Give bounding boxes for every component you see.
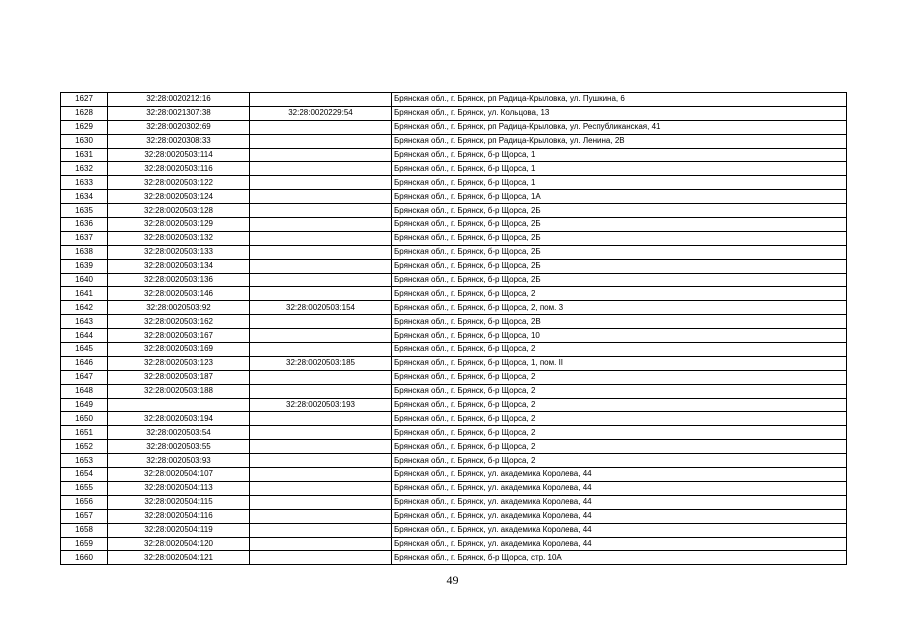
cadastral-number-cell: 32:28:0020503:169 xyxy=(108,343,250,357)
address-cell: Брянская обл., г. Брянск, рп Радица-Крыловка, ул. Ленина, 2В xyxy=(392,134,847,148)
parent-cadastral-number-cell xyxy=(250,148,392,162)
cadastral-number-cell: 32:28:0020503:167 xyxy=(108,329,250,343)
parent-cadastral-number-cell xyxy=(250,190,392,204)
table-row xyxy=(61,509,847,523)
parent-cadastral-number-cell xyxy=(250,134,392,148)
row-number-cell: 1634 xyxy=(61,190,108,204)
cadastral-number-cell: 32:28:0020503:134 xyxy=(108,259,250,273)
cadastral-number-cell: 32:28:0020503:122 xyxy=(108,176,250,190)
address-cell: Брянская обл., г. Брянск, б-р Щорса, 1А xyxy=(392,190,847,204)
address-cell: Брянская обл., г. Брянск, ул. академика Королева, 44 xyxy=(392,537,847,551)
address-cell: Брянская обл., г. Брянск, б-р Щорса, 2 xyxy=(392,287,847,301)
cadastral-number-cell: 32:28:0020503:187 xyxy=(108,370,250,384)
address-cell: Брянская обл., г. Брянск, б-р Щорса, 2 xyxy=(392,370,847,384)
parent-cadastral-number-cell xyxy=(250,551,392,565)
address-cell: Брянская обл., г. Брянск, б-р Щорса, 2, пом. 3 xyxy=(392,301,847,315)
page-number: 49 xyxy=(446,573,459,587)
parent-cadastral-number-cell: 32:28:0020229:54 xyxy=(250,106,392,120)
parent-cadastral-number-cell xyxy=(250,259,392,273)
row-number-cell: 1652 xyxy=(61,440,108,454)
parent-cadastral-number-cell xyxy=(250,537,392,551)
table-row xyxy=(61,551,847,565)
cadastral-number-cell: 32:28:0020504:113 xyxy=(108,481,250,495)
table-row xyxy=(61,370,847,384)
row-number-cell: 1645 xyxy=(61,343,108,357)
parent-cadastral-number-cell xyxy=(250,162,392,176)
address-cell: Брянская обл., г. Брянск, б-р Щорса, 2 xyxy=(392,343,847,357)
row-number-cell: 1656 xyxy=(61,495,108,509)
row-number-cell: 1641 xyxy=(61,287,108,301)
register-table-body xyxy=(61,93,847,565)
cadastral-number-cell: 32:28:0020504:121 xyxy=(108,551,250,565)
table-row xyxy=(61,495,847,509)
address-cell: Брянская обл., г. Брянск, б-р Щорса, стр. 10А xyxy=(392,551,847,565)
row-number-cell: 1657 xyxy=(61,509,108,523)
row-number-cell: 1654 xyxy=(61,468,108,482)
row-number-cell: 1643 xyxy=(61,315,108,329)
cadastral-number-cell: 32:28:0020308:33 xyxy=(108,134,250,148)
parent-cadastral-number-cell xyxy=(250,245,392,259)
table-row xyxy=(61,93,847,107)
row-number-cell: 1630 xyxy=(61,134,108,148)
row-number-cell: 1648 xyxy=(61,384,108,398)
address-cell: Брянская обл., г. Брянск, ул. академика Королева, 44 xyxy=(392,509,847,523)
parent-cadastral-number-cell xyxy=(250,273,392,287)
row-number-cell: 1646 xyxy=(61,356,108,370)
cadastral-number-cell: 32:28:0020503:116 xyxy=(108,162,250,176)
address-cell: Брянская обл., г. Брянск, б-р Щорса, 2Б xyxy=(392,218,847,232)
row-number-cell: 1638 xyxy=(61,245,108,259)
table-row xyxy=(61,384,847,398)
row-number-cell: 1628 xyxy=(61,106,108,120)
row-number-cell: 1650 xyxy=(61,412,108,426)
address-cell: Брянская обл., г. Брянск, б-р Щорса, 10 xyxy=(392,329,847,343)
table-row xyxy=(61,301,847,315)
table-row xyxy=(61,259,847,273)
address-cell: Брянская обл., г. Брянск, б-р Щорса, 2Б xyxy=(392,259,847,273)
cadastral-number-cell: 32:28:0020504:120 xyxy=(108,537,250,551)
cadastral-number-cell: 32:28:0020503:136 xyxy=(108,273,250,287)
cadastral-number-cell: 32:28:0020503:162 xyxy=(108,315,250,329)
table-row xyxy=(61,329,847,343)
parent-cadastral-number-cell xyxy=(250,509,392,523)
cadastral-number-cell: 32:28:0020504:116 xyxy=(108,509,250,523)
table-row xyxy=(61,454,847,468)
row-number-cell: 1632 xyxy=(61,162,108,176)
cadastral-number-cell: 32:28:0020503:55 xyxy=(108,440,250,454)
row-number-cell: 1631 xyxy=(61,148,108,162)
parent-cadastral-number-cell xyxy=(250,93,392,107)
table-row xyxy=(61,162,847,176)
parent-cadastral-number-cell xyxy=(250,412,392,426)
row-number-cell: 1640 xyxy=(61,273,108,287)
parent-cadastral-number-cell xyxy=(250,454,392,468)
table-row xyxy=(61,356,847,370)
parent-cadastral-number-cell: 32:28:0020503:193 xyxy=(250,398,392,412)
row-number-cell: 1635 xyxy=(61,204,108,218)
cadastral-number-cell: 32:28:0020302:69 xyxy=(108,120,250,134)
cadastral-number-cell: 32:28:0020503:146 xyxy=(108,287,250,301)
cadastral-number-cell: 32:28:0020212:16 xyxy=(108,93,250,107)
address-cell: Брянская обл., г. Брянск, б-р Щорса, 2 xyxy=(392,398,847,412)
parent-cadastral-number-cell xyxy=(250,468,392,482)
row-number-cell: 1653 xyxy=(61,454,108,468)
parent-cadastral-number-cell xyxy=(250,384,392,398)
cadastral-number-cell: 32:28:0020504:119 xyxy=(108,523,250,537)
parent-cadastral-number-cell xyxy=(250,426,392,440)
table-row xyxy=(61,537,847,551)
parent-cadastral-number-cell xyxy=(250,218,392,232)
address-cell: Брянская обл., г. Брянск, рп Радица-Крыловка, ул. Пушкина, 6 xyxy=(392,93,847,107)
address-cell: Брянская обл., г. Брянск, ул. академика Королева, 44 xyxy=(392,495,847,509)
cadastral-number-cell: 32:28:0021307:38 xyxy=(108,106,250,120)
table-row xyxy=(61,176,847,190)
row-number-cell: 1660 xyxy=(61,551,108,565)
row-number-cell: 1642 xyxy=(61,301,108,315)
address-cell: Брянская обл., г. Брянск, б-р Щорса, 2Б xyxy=(392,273,847,287)
address-cell: Брянская обл., г. Брянск, б-р Щорса, 2Б xyxy=(392,231,847,245)
address-cell: Брянская обл., г. Брянск, б-р Щорса, 2В xyxy=(392,315,847,329)
address-cell: Брянская обл., г. Брянск, ул. академика Королева, 44 xyxy=(392,481,847,495)
row-number-cell: 1629 xyxy=(61,120,108,134)
parent-cadastral-number-cell xyxy=(250,523,392,537)
cadastral-number-cell: 32:28:0020503:54 xyxy=(108,426,250,440)
table-row xyxy=(61,218,847,232)
table-row xyxy=(61,481,847,495)
row-number-cell: 1655 xyxy=(61,481,108,495)
row-number-cell: 1647 xyxy=(61,370,108,384)
cadastral-number-cell xyxy=(108,398,250,412)
cadastral-number-cell: 32:28:0020503:129 xyxy=(108,218,250,232)
address-cell: Брянская обл., г. Брянск, рп Радица-Крыловка, ул. Республиканская, 41 xyxy=(392,120,847,134)
table-row xyxy=(61,204,847,218)
address-cell: Брянская обл., г. Брянск, ул. академика Королева, 44 xyxy=(392,468,847,482)
cadastral-number-cell: 32:28:0020503:133 xyxy=(108,245,250,259)
table-row xyxy=(61,440,847,454)
address-cell: Брянская обл., г. Брянск, б-р Щорса, 1 xyxy=(392,148,847,162)
cadastral-number-cell: 32:28:0020503:132 xyxy=(108,231,250,245)
address-cell: Брянская обл., г. Брянск, б-р Щорса, 2Б xyxy=(392,204,847,218)
cadastral-number-cell: 32:28:0020504:107 xyxy=(108,468,250,482)
table-row xyxy=(61,106,847,120)
parent-cadastral-number-cell xyxy=(250,231,392,245)
cadastral-number-cell: 32:28:0020503:93 xyxy=(108,454,250,468)
table-row xyxy=(61,343,847,357)
parent-cadastral-number-cell xyxy=(250,329,392,343)
row-number-cell: 1627 xyxy=(61,93,108,107)
table-row xyxy=(61,134,847,148)
row-number-cell: 1636 xyxy=(61,218,108,232)
table-row xyxy=(61,190,847,204)
cadastral-number-cell: 32:28:0020504:115 xyxy=(108,495,250,509)
address-cell: Брянская обл., г. Брянск, б-р Щорса, 1 xyxy=(392,162,847,176)
address-cell: Брянская обл., г. Брянск, б-р Щорса, 2Б xyxy=(392,245,847,259)
parent-cadastral-number-cell xyxy=(250,120,392,134)
parent-cadastral-number-cell xyxy=(250,495,392,509)
row-number-cell: 1633 xyxy=(61,176,108,190)
parent-cadastral-number-cell xyxy=(250,176,392,190)
table-row xyxy=(61,315,847,329)
parent-cadastral-number-cell: 32:28:0020503:185 xyxy=(250,356,392,370)
row-number-cell: 1649 xyxy=(61,398,108,412)
table-row xyxy=(61,468,847,482)
table-row xyxy=(61,273,847,287)
table-row xyxy=(61,426,847,440)
table-row xyxy=(61,231,847,245)
table-row xyxy=(61,287,847,301)
table-row xyxy=(61,245,847,259)
cadastral-number-cell: 32:28:0020503:128 xyxy=(108,204,250,218)
cadastral-number-cell: 32:28:0020503:124 xyxy=(108,190,250,204)
cadastral-number-cell: 32:28:0020503:188 xyxy=(108,384,250,398)
table-row xyxy=(61,148,847,162)
address-cell: Брянская обл., г. Брянск, б-р Щорса, 1 xyxy=(392,176,847,190)
address-cell: Брянская обл., г. Брянск, ул. академика Королева, 44 xyxy=(392,523,847,537)
row-number-cell: 1639 xyxy=(61,259,108,273)
address-cell: Брянская обл., г. Брянск, ул. Кольцова, 13 xyxy=(392,106,847,120)
parent-cadastral-number-cell xyxy=(250,370,392,384)
parent-cadastral-number-cell xyxy=(250,287,392,301)
address-cell: Брянская обл., г. Брянск, б-р Щорса, 2 xyxy=(392,440,847,454)
table-row xyxy=(61,120,847,134)
parent-cadastral-number-cell xyxy=(250,204,392,218)
table-row xyxy=(61,398,847,412)
address-cell: Брянская обл., г. Брянск, б-р Щорса, 2 xyxy=(392,412,847,426)
row-number-cell: 1637 xyxy=(61,231,108,245)
row-number-cell: 1651 xyxy=(61,426,108,440)
property-register-table xyxy=(60,92,847,565)
row-number-cell: 1644 xyxy=(61,329,108,343)
parent-cadastral-number-cell xyxy=(250,481,392,495)
table-row xyxy=(61,523,847,537)
cadastral-number-cell: 32:28:0020503:123 xyxy=(108,356,250,370)
parent-cadastral-number-cell xyxy=(250,440,392,454)
parent-cadastral-number-cell xyxy=(250,343,392,357)
address-cell: Брянская обл., г. Брянск, б-р Щорса, 2 xyxy=(392,454,847,468)
cadastral-number-cell: 32:28:0020503:114 xyxy=(108,148,250,162)
table-row xyxy=(61,412,847,426)
address-cell: Брянская обл., г. Брянск, б-р Щорса, 2 xyxy=(392,384,847,398)
cadastral-number-cell: 32:28:0020503:92 xyxy=(108,301,250,315)
address-cell: Брянская обл., г. Брянск, б-р Щорса, 2 xyxy=(392,426,847,440)
address-cell: Брянская обл., г. Брянск, б-р Щорса, 1, пом. II xyxy=(392,356,847,370)
row-number-cell: 1659 xyxy=(61,537,108,551)
parent-cadastral-number-cell: 32:28:0020503:154 xyxy=(250,301,392,315)
row-number-cell: 1658 xyxy=(61,523,108,537)
parent-cadastral-number-cell xyxy=(250,315,392,329)
cadastral-number-cell: 32:28:0020503:194 xyxy=(108,412,250,426)
